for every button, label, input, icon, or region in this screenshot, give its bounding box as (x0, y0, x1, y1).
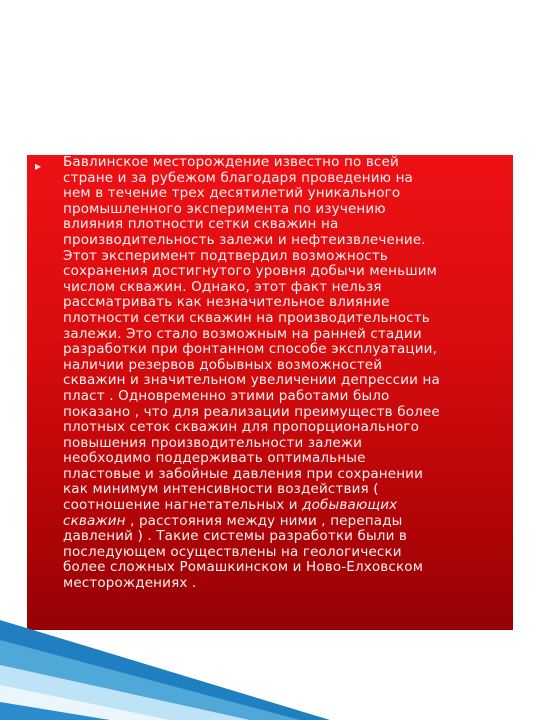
corner-decoration-graphic (0, 610, 330, 720)
paragraph-text-part2: , расстояния между ними , перепады давлений ) . Такие системы разработки были в последующем осуществлены на геологически более сложных Ромашкинском и Ново-Елховском месторождениях . (63, 512, 424, 592)
paragraph-italic-word-1: добывающих (302, 497, 398, 514)
paragraph-italic-word-2: скважин (63, 512, 126, 529)
paragraph-text-part1: Бавлинское месторождение известно по всей стране и за рубежом благодаря проведению на нем в течение трех десятилетий уникального промышленного эксперимента по изучению влияния плотности сетки скважин на производительность залежи и нефтеизвлечение. Этот эксперимент подтвердил возможность сохранения достигнутого уровня добычи меньшим числом скважин. Однако, этот факт нельзя рассматривать как незначительное влияние плотности сетки скважин на производительность залежи. Это стало возможным на ранней стадии разработки при фонтанном способе эксплуатации, наличии резервов добывных возможностей скважин и значительном увеличении депрессии на пласт . Одновременно этими работами было показано , что для реализации преимуществ более плотных сеток скважин для пропорционального повышения производительности залежи необходимо поддерживать оптимальные пластовые и забойные давления при сохранении как минимум интенсивности воздействия ( соотношение нагнетательных и (63, 154, 440, 514)
bullet-arrow-icon: ▸ (35, 159, 42, 173)
body-paragraph (63, 155, 505, 592)
